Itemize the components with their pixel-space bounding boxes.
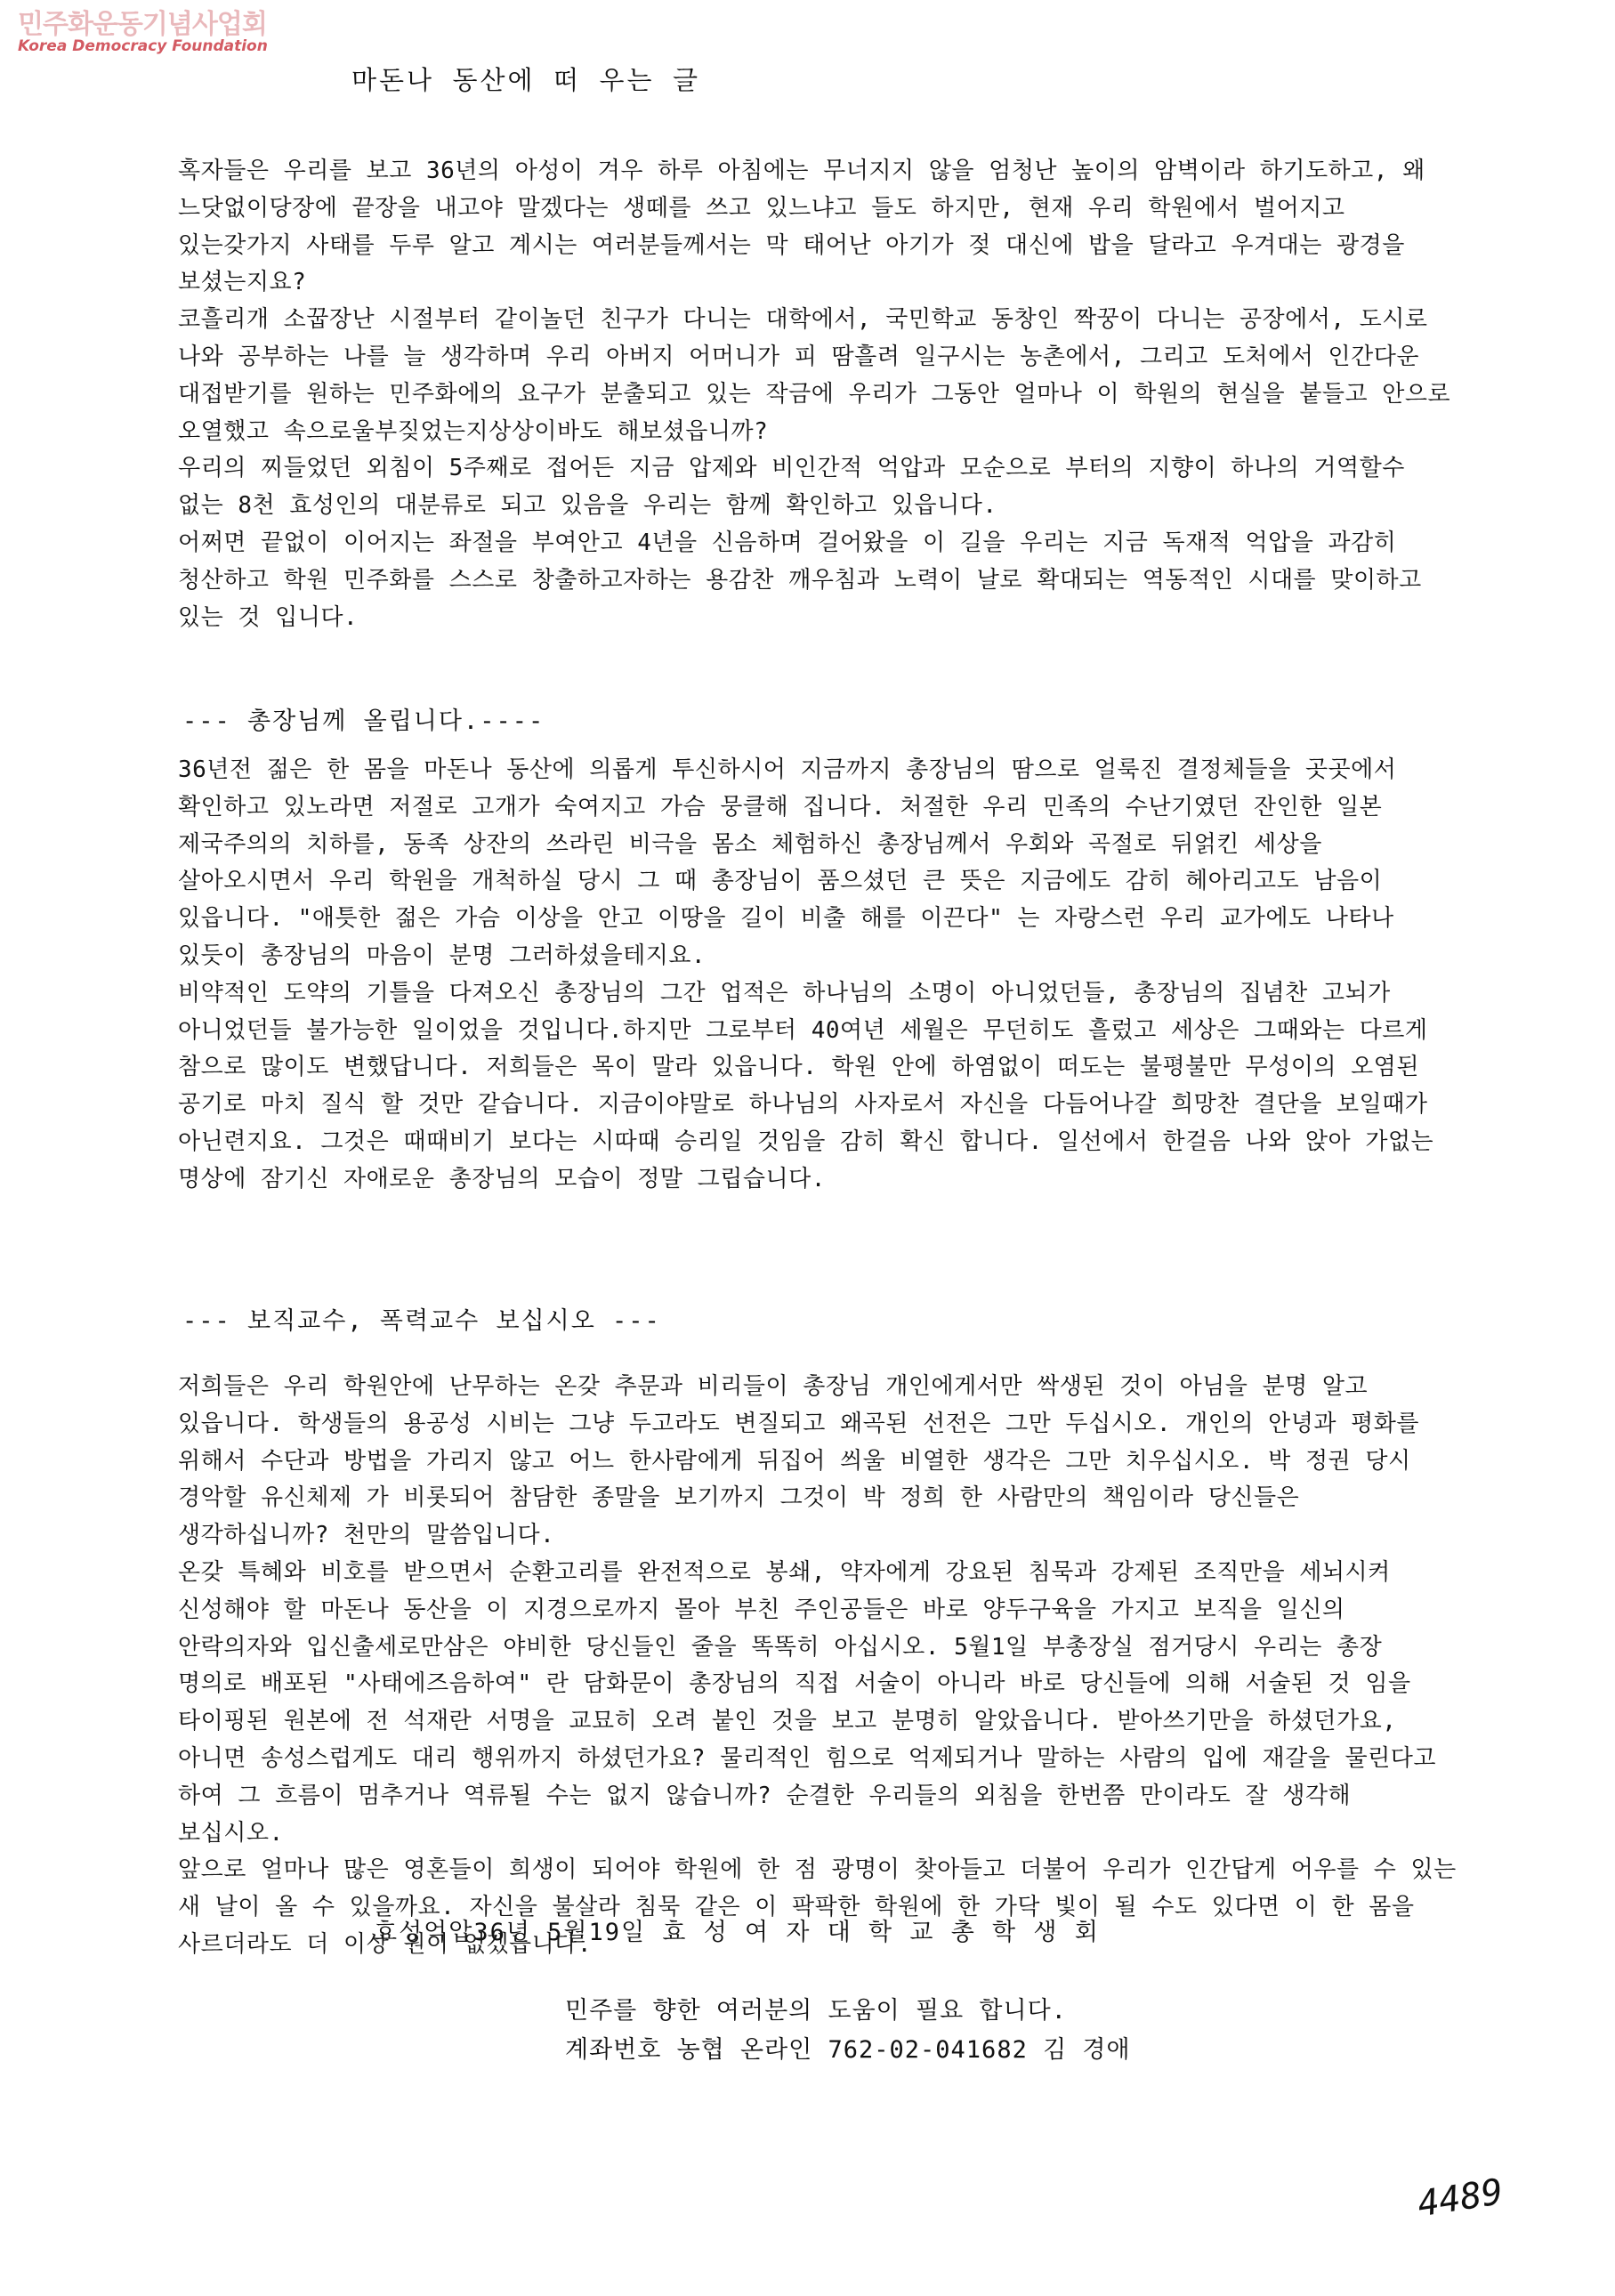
president-paragraph: 비약적인 도약의 기틀을 다져오신 총장님의 그간 업적은 하나님의 소명이 아니었던들, 총장님의 집념찬 고뇌가 아니었던들 불가능한 일이었을 것입니다.하지만 그로부터 40여년 세월은 무던히도 흘렀고 세상은 그때와는 다르게 참으로 많이도 변했답니다. 저희들은 목이 말라 있읍니다. 학원 안에 하염없이 떠도는 불평불만 무성이의 오염된 공기로 마치 질식 할 것만 같습니다. 지금이야말로 하나님의 사자로서 자신을 다듬어나갈 희망찬 결단을 보일때가 아닌련지요. 그것은 때때비기 보다는 시따때 승리일 것임을 감히 확신 합니다. 일선에서 한걸음 나와 앉아 가없는 명상에 잠기신 자애로운 총장님의 모습이 정말 그립습니다. [178, 979, 1449, 1192]
professors-paragraph: 앞으로 얼마나 많은 영혼들이 희생이 되어야 학원에 한 점 광명이 찾아들고 더불어 우리가 인간답게 어우를 수 있는 새 날이 올 수 있을까요. 자신을 불살라 침묵 같은 이 팍팍한 학원에 한 가닥 빛이 될 수도 있다면 이 한 몸을 사르더라도 더 이상 원이 없겠읍니다. [178, 1856, 1471, 1958]
section-heading-president: --- 총장님께 올립니다.---- [182, 707, 545, 735]
professors-paragraph: 온갖 특혜와 비호를 받으면서 순환고리를 완전적으로 봉쇄, 약자에게 강요된 침묵과 강제된 조직만을 세뇌시켜 신성해야 할 마돈나 동산을 이 지경으로까지 몰아 부친 주인공들은 바로 양두구육을 가지고 보직을 일신의 안락의자와 입신출세로만삼은 야비한 당신들인 줄을 똑똑히 아십시오. 5월1일 부총장실 점거당시 우리는 총장 명의로 배포된 "사태에즈음하여" 란 담화문이 총장님의 직접 서술이 아니라 바로 당신들에 의해 서술된 것 임을 타이핑된 원본에 전 석재란 서명을 교묘히 오려 붙인 것을 보고 분명히 알았읍니다. 받아쓰기만을 하셨던가요, 아니면 송성스럽게도 대리 행위까지 하셨던가요? 물리적인 힘으로 억제되거나 말하는 사람의 입에 재갈을 물린다고 하여 그 흐름이 멈추거나 역류될 수는 없지 않습니까? 순결한 우리들의 외침을 한번쯤 만이라도 잘 생각해 보십시오. [178, 1558, 1451, 1847]
professors-paragraph: 저희들은 우리 학원안에 난무하는 온갖 추문과 비리들이 총장님 개인에게서만 싹생된 것이 아님을 분명 알고 있읍니다. 학생들의 용공성 시비는 그냥 두고라도 변질되고 왜곡된 선전은 그만 두십시오. 개인의 안녕과 평화를 위해서 수단과 방법을 가리지 않고 어느 한사람에게 뒤집어 씌울 비열한 생각은 그만 치우십시오. 박 정권 당시 경악할 유신체제 가 비롯되어 참담한 종말을 보기까지 그것이 박 정희 한 사람만의 책임이라 당신들은 생각하십니까? 천만의 말씀입니다. [178, 1373, 1434, 1549]
bank-account-line: 계좌번호 농협 온라인 762-02-041682 김 경애 [565, 2036, 1131, 2064]
watermark-english: Korea Democracy Foundation [18, 36, 268, 55]
president-section [178, 752, 1459, 1199]
section-heading-professors: --- 보직교수, 폭력교수 보십시오 --- [182, 1307, 661, 1335]
watermark-korean: 민주화운동기념사업회 [18, 9, 267, 40]
handwritten-archive-number: 4489 [1415, 2171, 1506, 2226]
foundation-watermark [18, 11, 268, 54]
intro-paragraph: 우리의 찌들었던 외침이 5주째로 접어든 지금 압제와 비인간적 억압과 모순으로 부터의 지향이 하나의 거역할수 없는 8천 효성인의 대분류로 되고 있음을 우리는 함께 확인하고 있읍니다. [178, 455, 1420, 520]
document-title: 마돈나 동산에 떠 우는 글 [351, 65, 700, 95]
intro-paragraph: 혹자들은 우리를 보고 36년의 아성이 겨우 하루 아침에는 무너지지 않을 엄청난 높이의 암벽이라 하기도하고, 왜 느닷없이당장에 끝장을 내고야 말겠다는 생떼를 쓰고 있느냐고 들도 하지만, 현재 우리 학원에서 벌어지고 있는갖가지 사태를 두루 알고 계시는 여러분들께서는 막 태어난 아기가 젖 대신에 밥을 달라고 우겨대는 광경을 보셨는지요? [178, 158, 1440, 296]
appeal-line: 민주를 향한 여러분의 도움이 필요 합니다. [565, 1997, 1067, 2025]
date-signature-line: 효성억압36년 5월19일 효 성 여 자 대 학 교 총 학 생 회 [374, 1919, 1100, 1946]
donation-appeal [565, 1992, 1131, 2070]
intro-section [178, 153, 1466, 636]
professors-section [178, 1369, 1471, 1964]
intro-paragraph: 어쩌면 끝없이 이어지는 좌절을 부여안고 4년을 신음하며 걸어왔을 이 길을 우리는 지금 독재적 억압을 과감히 청산하고 학원 민주화를 스스로 창출하고자하는 용감찬 깨우침과 노력이 날로 확대되는 역동적인 시대를 맞이하고 있는 것 입니다. [178, 529, 1436, 631]
president-paragraph: 36년전 젊은 한 몸을 마돈나 동산에 의롭게 투신하시어 지금까지 총장님의 땀으로 얼룩진 결정체들을 곳곳에서 확인하고 있노라면 저절로 고개가 숙여지고 가슴 뭉클해 집니다. 처절한 우리 민족의 수난기였던 잔인한 일본 제국주의의 치하를, 동족 상잔의 쓰라린 비극을 몸소 체험하신 총장님께서 우회와 곡절로 뒤얽킨 세상을 살아오시면서 우리 학원을 개척하실 당시 그 때 총장님이 품으셨던 큰 뜻은 지금에도 감히 헤아리고도 남음이 있읍니다. "애틋한 젊은 가슴 이상을 안고 이땅을 길이 비출 해를 이끈다" 는 자랑스런 우리 교가에도 나타나 있듯이 총장님의 마음이 분명 그러하셨을테지요. [178, 756, 1411, 969]
intro-paragraph: 코흘리개 소꿉장난 시절부터 같이놀던 친구가 다니는 대학에서, 국민학교 동창인 짝꿍이 다니는 공장에서, 도시로 나와 공부하는 나를 늘 생각하며 우리 아버지 어머니가 피 땀흘려 일구시는 농촌에서, 그리고 도처에서 인간다운 대접받기를 원하는 민주화에의 요구가 분출되고 있는 작금에 우리가 그동안 얼마나 이 학원의 현실을 붙들고 안으로 오열했고 속으로울부짖었는지상상이바도 해보셨읍니까? [178, 306, 1466, 445]
